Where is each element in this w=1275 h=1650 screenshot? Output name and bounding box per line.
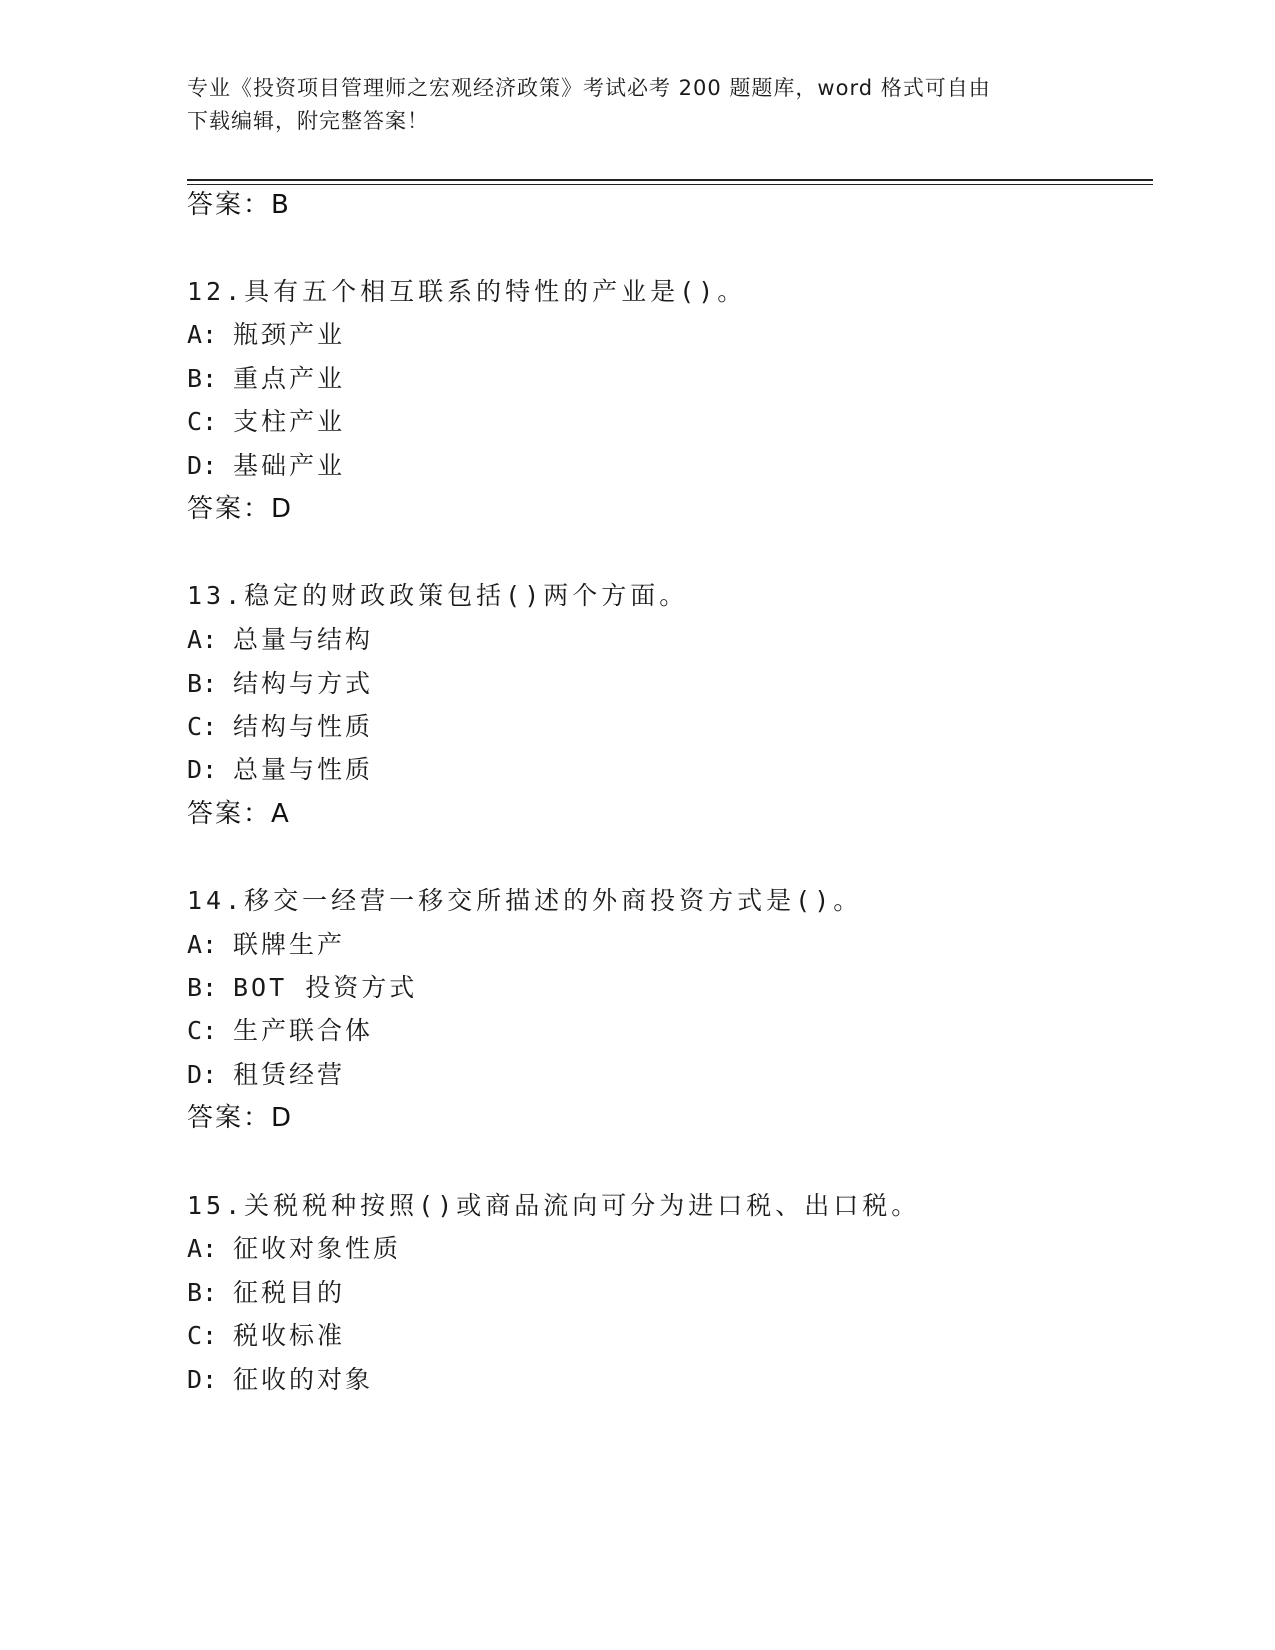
option-text: 征收的对象 xyxy=(233,1365,374,1394)
question-15-stem: 15.关税税种按照()或商品流向可分为进口税、出口税。 xyxy=(187,1191,921,1220)
previous-answer: 答案：B xyxy=(187,190,291,220)
header-divider-thin xyxy=(187,184,1153,185)
option-text: 重点产业 xyxy=(233,364,346,393)
question-13-option-b xyxy=(187,667,373,701)
question-12-option-c xyxy=(187,405,345,439)
document-header xyxy=(187,72,1087,138)
header-divider-thick xyxy=(187,179,1153,181)
question-15-option-d xyxy=(187,1363,373,1397)
question-14-option-c xyxy=(187,1014,373,1048)
option-text: 支柱产业 xyxy=(233,407,346,436)
option-text: 租赁经营 xyxy=(233,1060,346,1089)
option-text: 征税目的 xyxy=(233,1278,346,1307)
option-key: A: xyxy=(187,930,218,959)
option-key: D: xyxy=(187,1365,218,1394)
option-key: C: xyxy=(187,1321,218,1350)
question-15-option-c xyxy=(187,1319,345,1353)
option-key: C: xyxy=(187,1016,218,1045)
option-text: 结构与方式 xyxy=(233,669,374,698)
option-key: B: xyxy=(187,669,218,698)
question-15-option-b xyxy=(187,1276,345,1310)
question-14-option-d xyxy=(187,1058,345,1092)
question-14-answer: 答案：D xyxy=(187,1103,294,1133)
question-13-answer: 答案：A xyxy=(187,799,291,829)
option-text: 总量与性质 xyxy=(233,755,374,784)
option-key: D: xyxy=(187,1060,218,1089)
option-text: 税收标准 xyxy=(233,1321,346,1350)
option-key: B: xyxy=(187,1278,218,1307)
header-line-1: 专业《投资项目管理师之宏观经济政策》考试必考 200 题题库，word 格式可自由 xyxy=(187,76,991,100)
question-14-option-b xyxy=(187,971,417,1005)
option-key: A: xyxy=(187,320,218,349)
header-line-2: 下载编辑，附完整答案！ xyxy=(187,109,429,133)
option-text: 总量与结构 xyxy=(233,625,374,654)
option-key: D: xyxy=(187,755,218,784)
option-text: 基础产业 xyxy=(233,451,346,480)
question-13-stem: 13.稳定的财政政策包括()两个方面。 xyxy=(187,581,689,610)
option-key: B: xyxy=(187,364,218,393)
question-12-stem: 12.具有五个相互联系的特性的产业是()。 xyxy=(187,277,747,306)
option-text: 联牌生产 xyxy=(233,930,346,959)
question-12-option-b xyxy=(187,362,345,396)
option-text: BOT 投资方式 xyxy=(233,973,418,1002)
option-key: A: xyxy=(187,1234,218,1263)
option-text: 生产联合体 xyxy=(233,1016,374,1045)
option-key: B: xyxy=(187,973,218,1002)
question-12-answer: 答案：D xyxy=(187,494,294,524)
question-13-option-a xyxy=(187,623,373,657)
option-text: 征收对象性质 xyxy=(233,1234,402,1263)
option-key: A: xyxy=(187,625,218,654)
option-key: C: xyxy=(187,407,218,436)
option-text: 瓶颈产业 xyxy=(233,320,346,349)
question-12-option-a xyxy=(187,318,345,352)
question-13-option-c xyxy=(187,710,373,744)
question-13-option-d xyxy=(187,753,373,787)
question-12-option-d xyxy=(187,449,345,483)
question-15-option-a xyxy=(187,1232,401,1266)
option-key: D: xyxy=(187,451,218,480)
option-text: 结构与性质 xyxy=(233,712,374,741)
question-14-option-a xyxy=(187,928,345,962)
option-key: C: xyxy=(187,712,218,741)
question-14-stem: 14.移交一经营一移交所描述的外商投资方式是()。 xyxy=(187,886,863,915)
